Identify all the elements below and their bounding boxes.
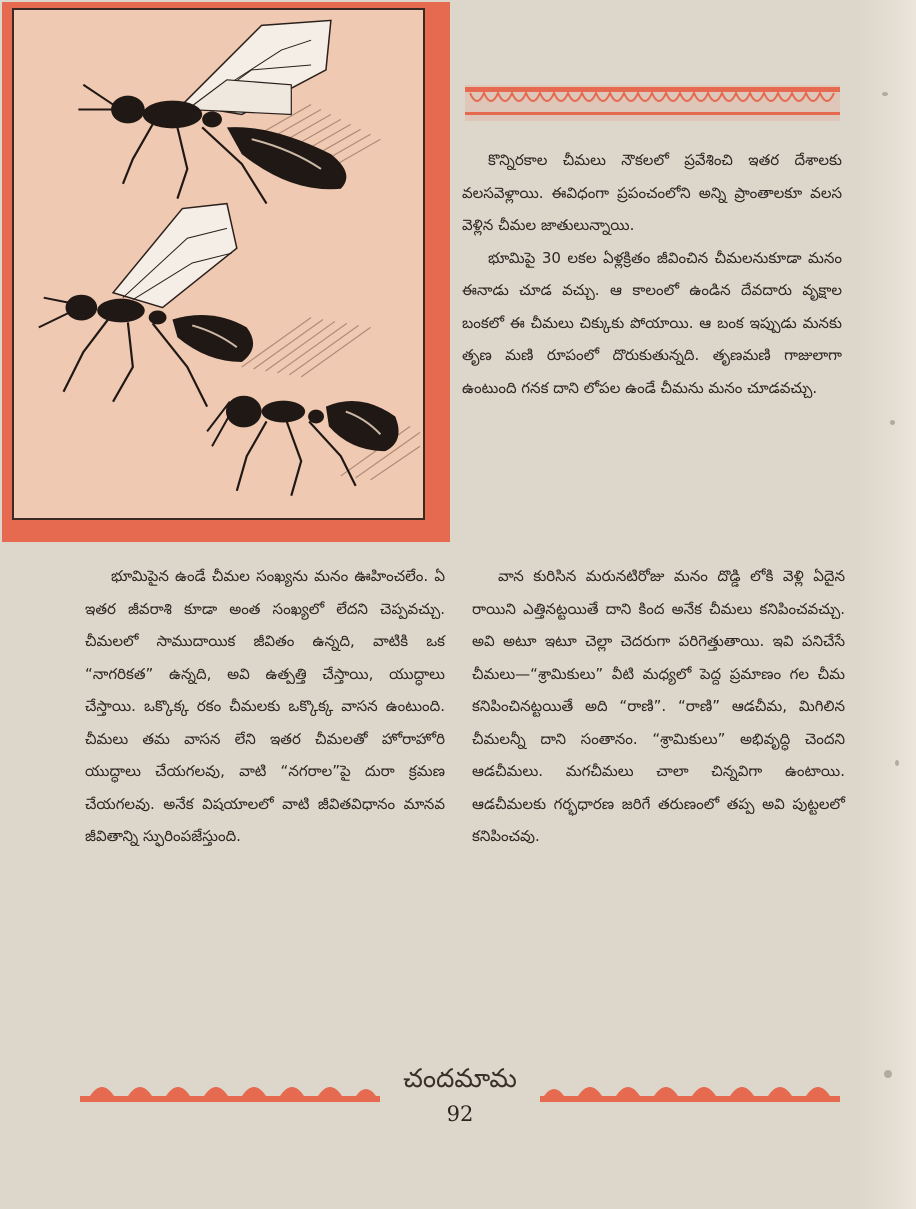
page-footer [80, 1062, 840, 1126]
decorative-border-top [465, 85, 840, 121]
winged-ant-middle-icon [39, 204, 253, 407]
footer-ornament-right [540, 1078, 840, 1108]
paper-speck [895, 760, 899, 766]
text-column-left [85, 560, 445, 853]
paragraph-fossil-ants: భూమిపై 30 లకల ఏళ్లక్రితం జీవించిన చీమలనుకూడా మనం ఈనాడు చూడ వచ్చు. ఆ కాలంలో ఉండిన దేవదారు వృక్షాల బంకలో ఈ చీమలు చిక్కుకు పోయాయి. ఆ బంక ఇప్పుడు మనకు తృణ మణి రూపంలో దొరుకుతున్నది. తృణమణి గాజులాగా ఉంటుంది గనక దాని లోపల ఉండే చీమను మనం చూడవచ్చు. [462, 248, 842, 397]
paper-speck [884, 1070, 892, 1078]
page-number: 92 [446, 1102, 474, 1126]
paper-speck [882, 92, 888, 96]
worker-ant-icon [207, 396, 398, 496]
text-column-right-top [462, 144, 842, 404]
paper-speck [890, 420, 895, 425]
text-column-right-bottom [472, 560, 845, 853]
page-edge [856, 0, 916, 1209]
winged-ant-top-icon [78, 20, 346, 203]
paragraph-ant-society: భూమిపైన ఉండే చీమల సంఖ్యను మనం ఊహించలేం. ఏ ఇతర జీవరాశి కూడా అంత సంఖ్యలో లేదని చెప్పవచ్చు. చీమలలో సాముదాయిక జీవితం ఉన్నది, వాటికి ఒక “నాగరికత” ఉన్నది, అవి ఉత్పత్తి చేస్తాయి, యుద్ధాలు చేస్తాయి. ఒక్కొక్క రకం చీమలకు ఒక్కొక్క వాసన ఉంటుంది. చీమలు తమ వాసన లేని ఇతర చీమలతో హోరాహోరి యుద్ధాలు చేయగలవు, వాటి “నగరాల”పై దురా క్రమణ చేయగలవు. అనేక విషయాలలో వాటి జీవితవిధానం మానవ జీవితాన్ని స్ఫురింపజేస్తుంది. [85, 567, 445, 845]
magazine-name: చందమామ [403, 1064, 517, 1094]
paragraph-queen-workers: వాన కురిసిన మరునటిరోజు మనం దొడ్డి లోకి వెళ్లి ఏదైన రాయిని ఎత్తినట్టయితే దాని కింద అనేక చీమలు కనిపించవచ్చు. అవి అటూ ఇటూ చెల్లా చెదరుగా పరిగెత్తుతాయి. ఇవి పనిచేసే చీమలు—“శ్రామికులు” వీటి మధ్యలో పెద్ద ప్రమాణం గల చీమ కనిపించినట్టయితే అది “రాణి”. “రాణి” ఆడచీమ, మిగిలిన చీమలన్నీ దాని సంతానం. “శ్రామికులు” అభివృద్ధి చెందని ఆడచీమలు. మగచీమలు చాలా చిన్నవిగా ఉంటాయి. ఆడచీమలకు గర్భధారణ జరిగే తరుణంలో తప్ప అవి పుట్టలలో కనిపించవు. [472, 567, 845, 845]
ant-illustration [12, 8, 425, 520]
paragraph-migration: కొన్నిరకాల చీమలు నౌకలలో ప్రవేశించి ఇతర దేశాలకు వలసవెళ్లాయి. ఈవిధంగా ప్రపంచంలోని అన్ని ప్రాంతాలకూ వలస వెళ్లిన చీమల జాతులున్నాయి. [462, 151, 842, 234]
footer-ornament-left [80, 1078, 380, 1108]
illustration-frame [2, 2, 450, 542]
